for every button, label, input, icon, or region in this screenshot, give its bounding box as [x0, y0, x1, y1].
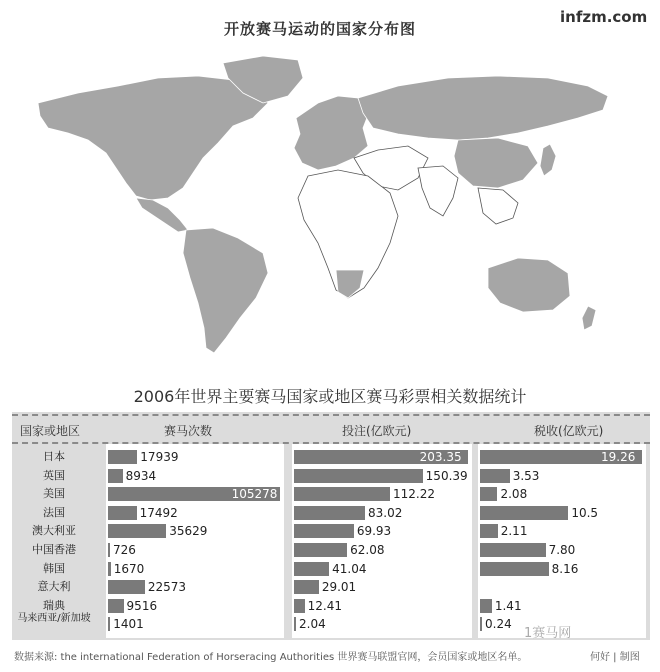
- bar-value-label: 22573: [147, 580, 187, 595]
- bar-value-label: 150.39: [425, 468, 468, 483]
- bar: [108, 450, 137, 464]
- bar: [480, 524, 498, 538]
- central-america-shape: [136, 198, 188, 232]
- bar-value-label: 7.80: [548, 543, 576, 557]
- bar-value-label: 29.01: [321, 580, 357, 595]
- row-label: 美国: [43, 487, 65, 501]
- bar-value-label: 1.41: [494, 598, 522, 613]
- watermark: infzm.com: [560, 8, 648, 26]
- bar: [480, 543, 546, 557]
- bar: [294, 562, 329, 576]
- row-label: 韩国: [43, 561, 65, 575]
- bar-value-label: 112.22: [393, 487, 436, 502]
- bar: [294, 506, 365, 520]
- row-label: 澳大利亚: [32, 524, 76, 538]
- bar: [108, 543, 110, 557]
- bar-value-label: 83.02: [368, 505, 403, 520]
- bar-value-label: 3.53: [512, 468, 540, 483]
- southeast-asia-shape: [478, 188, 518, 224]
- bar-value-label: 10.5: [571, 505, 599, 520]
- bar-value-label: 8.16: [551, 561, 579, 576]
- bar-value-label: 17492: [139, 505, 178, 520]
- row-label: 日本: [43, 450, 65, 463]
- bar: [108, 562, 111, 576]
- bar-value-label: 1670: [113, 561, 145, 576]
- bar-value-label: 62.08: [350, 543, 385, 557]
- bar-value-label: 8934: [125, 468, 157, 483]
- data-table: [12, 412, 650, 640]
- bar: [480, 469, 510, 483]
- source-note: 数据来源: the international Federation of Horseracing Authorities 世界赛马联盟官网，会员国家或地区名单。: [14, 652, 528, 663]
- south-asia-shape: [418, 166, 458, 216]
- col-head-tax: 税收(亿欧元): [534, 424, 604, 438]
- bar: [294, 580, 319, 594]
- bar: [294, 617, 296, 631]
- row-label: 法国: [43, 505, 65, 519]
- bar-value-label: 35629: [169, 524, 208, 539]
- credit: 何好 | 制图: [590, 652, 640, 663]
- bar: [108, 506, 137, 520]
- bar: [294, 524, 354, 538]
- bar-value-label: 726: [113, 543, 136, 557]
- russia-shape: [358, 76, 608, 140]
- logo: 1赛马网: [524, 626, 572, 641]
- bar-value-label: 9516: [126, 598, 158, 613]
- world-map: [18, 48, 638, 368]
- bar: [480, 599, 492, 613]
- row-header: 国家或地区: [20, 424, 81, 438]
- bar-value-label: 1401: [113, 617, 144, 632]
- south-america-shape: [183, 228, 268, 353]
- bar-value-label: 41.04: [332, 561, 367, 576]
- bar: [294, 487, 390, 501]
- bar-value-label: 203.35: [419, 450, 462, 464]
- bar-value-label: 17939: [140, 450, 179, 464]
- australia-shape: [488, 258, 570, 312]
- bar-value-label: 2.11: [500, 524, 528, 539]
- bar: [480, 617, 482, 631]
- bar-value-label: 69.93: [356, 524, 392, 539]
- bar: [480, 487, 497, 501]
- new-zealand-shape: [582, 306, 596, 330]
- north-america-shape: [38, 76, 268, 200]
- col-head-races: 赛马次数: [164, 424, 213, 438]
- bar: [480, 562, 549, 576]
- bar: [294, 543, 347, 557]
- bar-value-label: 2.04: [299, 617, 326, 632]
- bar: [108, 524, 166, 538]
- bar: [294, 469, 423, 483]
- bar-value-label: 19.26: [601, 450, 636, 464]
- east-asia-shape: [454, 138, 538, 188]
- row-label: 瑞典: [43, 598, 65, 612]
- bar: [294, 599, 305, 613]
- bar-value-label: 0.24: [485, 617, 512, 632]
- table-title: 2006年世界主要赛马国家或地区赛马彩票相关数据统计: [133, 387, 527, 406]
- col-head-betting: 投注(亿欧元): [342, 424, 412, 438]
- row-label: 意大利: [37, 580, 71, 594]
- bar: [108, 469, 123, 483]
- row-label: 马来西亚/新加坡: [17, 613, 91, 625]
- bar-value-label: 12.41: [307, 598, 342, 613]
- bar: [480, 506, 568, 520]
- bar: [108, 599, 124, 613]
- bar-value-label: 2.08: [500, 487, 528, 502]
- southern-africa-shape: [336, 270, 364, 298]
- bar: [108, 580, 145, 594]
- map-title: 开放赛马运动的国家分布图: [223, 20, 416, 38]
- japan-shape: [540, 144, 556, 176]
- row-label: 中国香港: [32, 543, 76, 556]
- bar-value-label: 105278: [231, 487, 278, 502]
- table-top-line: [12, 414, 650, 416]
- bar: [108, 617, 110, 631]
- row-label: 英国: [43, 468, 65, 482]
